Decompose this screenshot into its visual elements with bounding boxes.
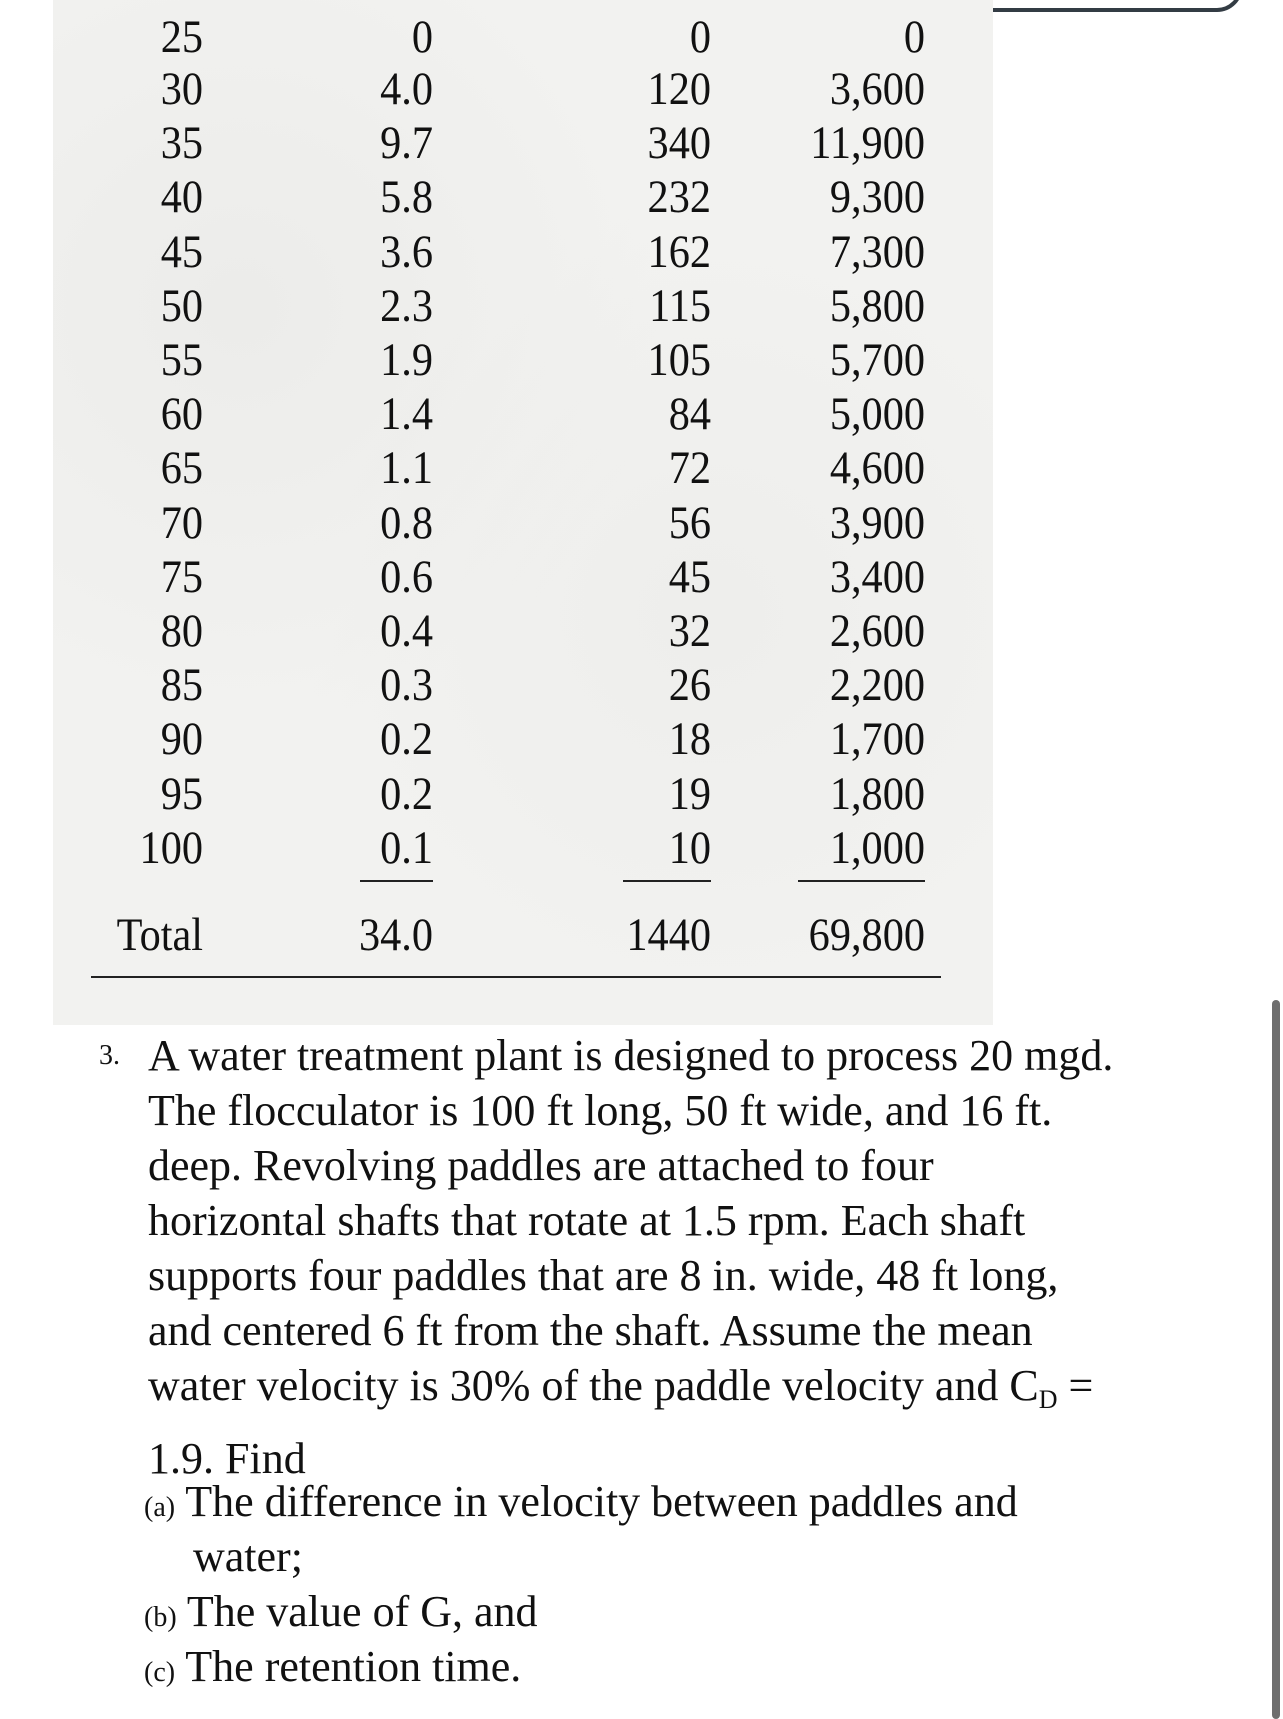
problem-line: and centered 6 ft from the shaft. Assume the mean [148, 1306, 1033, 1355]
table-cell: 232 [647, 171, 711, 224]
table-cell: 5,700 [829, 334, 925, 386]
part-text: The difference in velocity between paddles and [185, 1477, 1018, 1526]
table-cell: 0 [411, 11, 433, 63]
table-cell: 56 [668, 496, 711, 549]
table-cell: 3,600 [829, 63, 925, 115]
table-cell: 0.2 [380, 713, 433, 766]
part-label: (b) [144, 1602, 177, 1633]
table-cell: 5.8 [380, 171, 433, 224]
table-cell: 10 [668, 821, 711, 874]
table-cell: 3,400 [829, 550, 925, 603]
scrollbar[interactable] [1272, 1000, 1280, 1719]
problem-line: The flocculator is 100 ft long, 50 ft wide, and 16 ft. [148, 1086, 1053, 1135]
problem-line: 1.9. Find [148, 1434, 306, 1483]
table-cell: 18 [668, 713, 711, 766]
part-a [144, 1474, 1018, 1535]
table-cell: 35 [160, 117, 203, 170]
subtotal-rule [798, 880, 925, 882]
part-label: (a) [144, 1492, 176, 1523]
table-cell: 70 [160, 496, 203, 549]
table-cell: 162 [647, 225, 711, 278]
line7-text: water velocity is 30% of the paddle velocity and C [148, 1361, 1039, 1410]
table-cell: 40 [160, 171, 203, 224]
problem-line: supports four paddles that are 8 in. wide, 48 ft long, [148, 1251, 1059, 1300]
table-cell: 95 [160, 767, 203, 820]
table-cell: 30 [160, 63, 203, 115]
table-cell: 4,600 [829, 442, 925, 495]
equals: = [1057, 1361, 1094, 1410]
table-cell: 4.0 [380, 63, 433, 115]
table-cell: 0 [689, 11, 711, 63]
table-cell: 1.1 [380, 442, 433, 495]
table-cell: 55 [160, 334, 203, 386]
part-b [144, 1584, 538, 1645]
table-cell: 0.1 [380, 821, 433, 874]
part-text: The value of G, and [186, 1587, 538, 1636]
table-cell: 7,300 [829, 225, 925, 278]
table-cell: 75 [160, 550, 203, 603]
table-cell: 5,000 [829, 388, 925, 441]
table-cell: 0.2 [380, 767, 433, 820]
scanned-table [53, 0, 993, 1025]
table-cell: 72 [668, 442, 711, 495]
part-label: (c) [144, 1657, 176, 1688]
table-cell: 60 [160, 388, 203, 441]
table-cell: 45 [160, 225, 203, 278]
table-cell: 100 [139, 821, 203, 874]
table-cell: 11,900 [810, 117, 925, 170]
problem-line: A water treatment plant is designed to process 20 mgd. [148, 1031, 1114, 1080]
problem-line: horizontal shafts that rotate at 1.5 rpm. Each shaft [148, 1196, 1026, 1245]
table-cell: 1,700 [829, 713, 925, 766]
table-cell: 1,800 [829, 767, 925, 820]
table-cell: 105 [647, 334, 711, 386]
problem-line [148, 1358, 1248, 1427]
table-cell: 32 [668, 605, 711, 657]
table-cell: 120 [647, 63, 711, 115]
table-cell: 25 [160, 11, 203, 63]
problem-line: deep. Revolving paddles are attached to four [148, 1141, 934, 1190]
table-cell: 85 [160, 659, 203, 712]
table-cell: 90 [160, 713, 203, 766]
table-cell: 84 [668, 388, 711, 441]
table-cell: 0 [903, 11, 925, 63]
table-cell: 50 [160, 279, 203, 332]
problem-text [148, 1028, 1248, 1486]
table-cell: 2,200 [829, 659, 925, 712]
table-cell: 9.7 [380, 117, 433, 170]
table-cell: 26 [668, 659, 711, 712]
subscript: D [1038, 1385, 1058, 1414]
table-cell: 80 [160, 605, 203, 657]
table-cell: 0.4 [380, 605, 433, 657]
table-cell: 1440 [626, 909, 711, 961]
table-cell: 3.6 [380, 225, 433, 278]
part-a-cont: water; [193, 1532, 303, 1581]
subtotal-rule [360, 880, 433, 882]
subtotal-rule [623, 880, 711, 882]
table-cell: 1,000 [829, 821, 925, 874]
part-c [144, 1639, 521, 1700]
table-cell: 45 [668, 550, 711, 603]
part-text: The retention time. [185, 1642, 522, 1691]
table-cell: 1.9 [380, 334, 433, 386]
table-cell: 69,800 [808, 909, 925, 961]
table-cell: 0.8 [380, 496, 433, 549]
table-cell: 115 [649, 279, 711, 332]
table-cell: 3,900 [829, 496, 925, 549]
problem-number: 3. [99, 1040, 120, 1071]
table-cell: Total [116, 909, 203, 961]
table-bottom-rule [91, 976, 941, 978]
table-cell: 2,600 [829, 605, 925, 657]
table-cell: 2.3 [380, 279, 433, 332]
table-cell: 5,800 [829, 279, 925, 332]
table-cell: 0.3 [380, 659, 433, 712]
table-cell: 340 [647, 117, 711, 170]
table-cell: 1.4 [380, 388, 433, 441]
table-cell: 65 [160, 442, 203, 495]
table-cell: 34.0 [358, 909, 433, 961]
table-cell: 19 [668, 767, 711, 820]
table-cell: 9,300 [829, 171, 925, 224]
table-cell: 0.6 [380, 550, 433, 603]
